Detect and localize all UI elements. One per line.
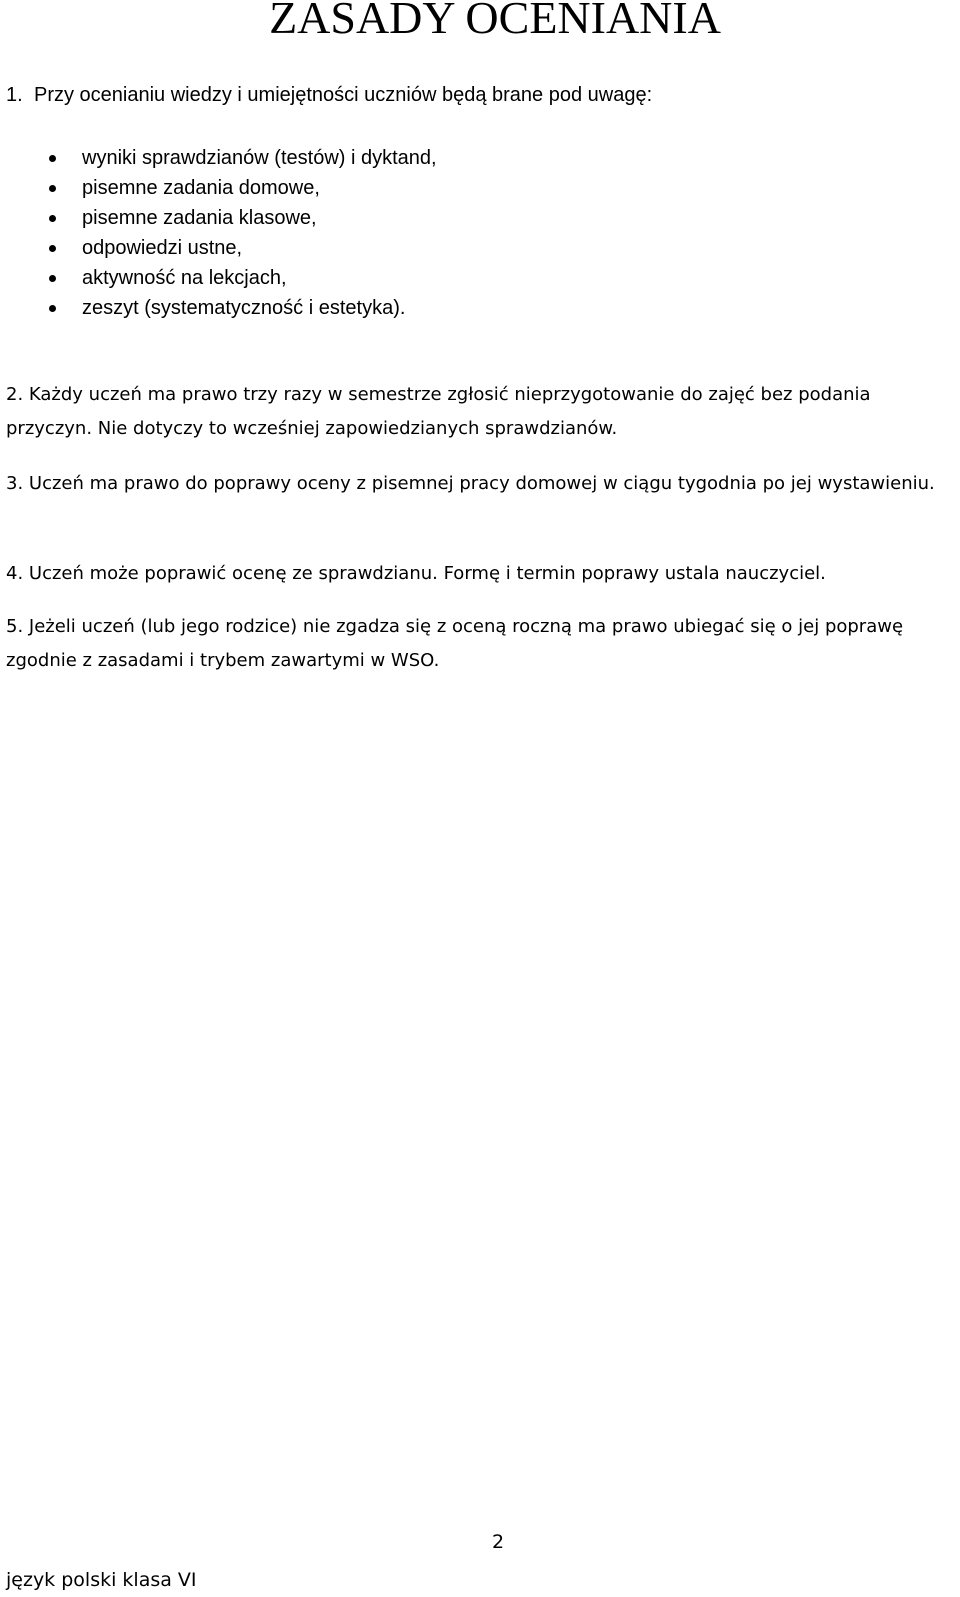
bullet-icon	[49, 185, 56, 192]
rule-5: 5. Jeżeli uczeń (lub jego rodzice) nie zgadza się z oceną roczną ma prawo ubiegać się o jej poprawę zgodnie z zasadami i trybem zawartymi w WSO.	[6, 616, 904, 671]
criteria-item	[82, 263, 437, 293]
bullet-icon	[49, 245, 56, 252]
criteria-item	[82, 293, 437, 323]
criteria-item-label: pisemne zadania klasowe,	[82, 207, 317, 229]
criteria-item-label: wyniki sprawdzianów (testów) i dyktand,	[82, 147, 437, 169]
criteria-item	[82, 233, 437, 263]
rule-2: 2. Każdy uczeń ma prawo trzy razy w semestrze zgłosić nieprzygotowanie do zajęć bez podania przyczyn. Nie dotyczy to wcześniej zapowiedzianych sprawdzianów.	[6, 384, 871, 439]
criteria-item	[82, 203, 437, 233]
criteria-item-label: pisemne zadania domowe,	[82, 177, 320, 199]
rule-3: 3. Uczeń ma prawo do poprawy oceny z pisemnej pracy domowej w ciągu tygodnia po jej wystawieniu.	[6, 473, 935, 494]
criteria-list	[82, 143, 437, 323]
criteria-item-label: zeszyt (systematyczność i estetyka).	[82, 297, 406, 319]
bullet-icon	[49, 305, 56, 312]
bullet-icon	[49, 275, 56, 282]
footer-subject: język polski klasa VI	[6, 1569, 197, 1591]
rule-4: 4. Uczeń może poprawić ocenę ze sprawdzianu. Formę i termin poprawy ustala nauczyciel.	[6, 563, 826, 584]
criteria-item	[82, 143, 437, 173]
bullet-icon	[49, 215, 56, 222]
criteria-item-label: odpowiedzi ustne,	[82, 237, 243, 259]
rule-1-number: 1.	[6, 84, 23, 106]
criteria-item	[82, 173, 437, 203]
bullet-icon	[49, 155, 56, 162]
rule-1	[6, 82, 652, 108]
page-number: 2	[492, 1531, 505, 1553]
rule-1-text: Przy ocenianiu wiedzy i umiejętności uczniów będą brane pod uwagę:	[34, 84, 653, 106]
criteria-item-label: aktywność na lekcjach,	[82, 267, 287, 289]
page-title: ZASADY OCENIANIA	[269, 0, 721, 43]
